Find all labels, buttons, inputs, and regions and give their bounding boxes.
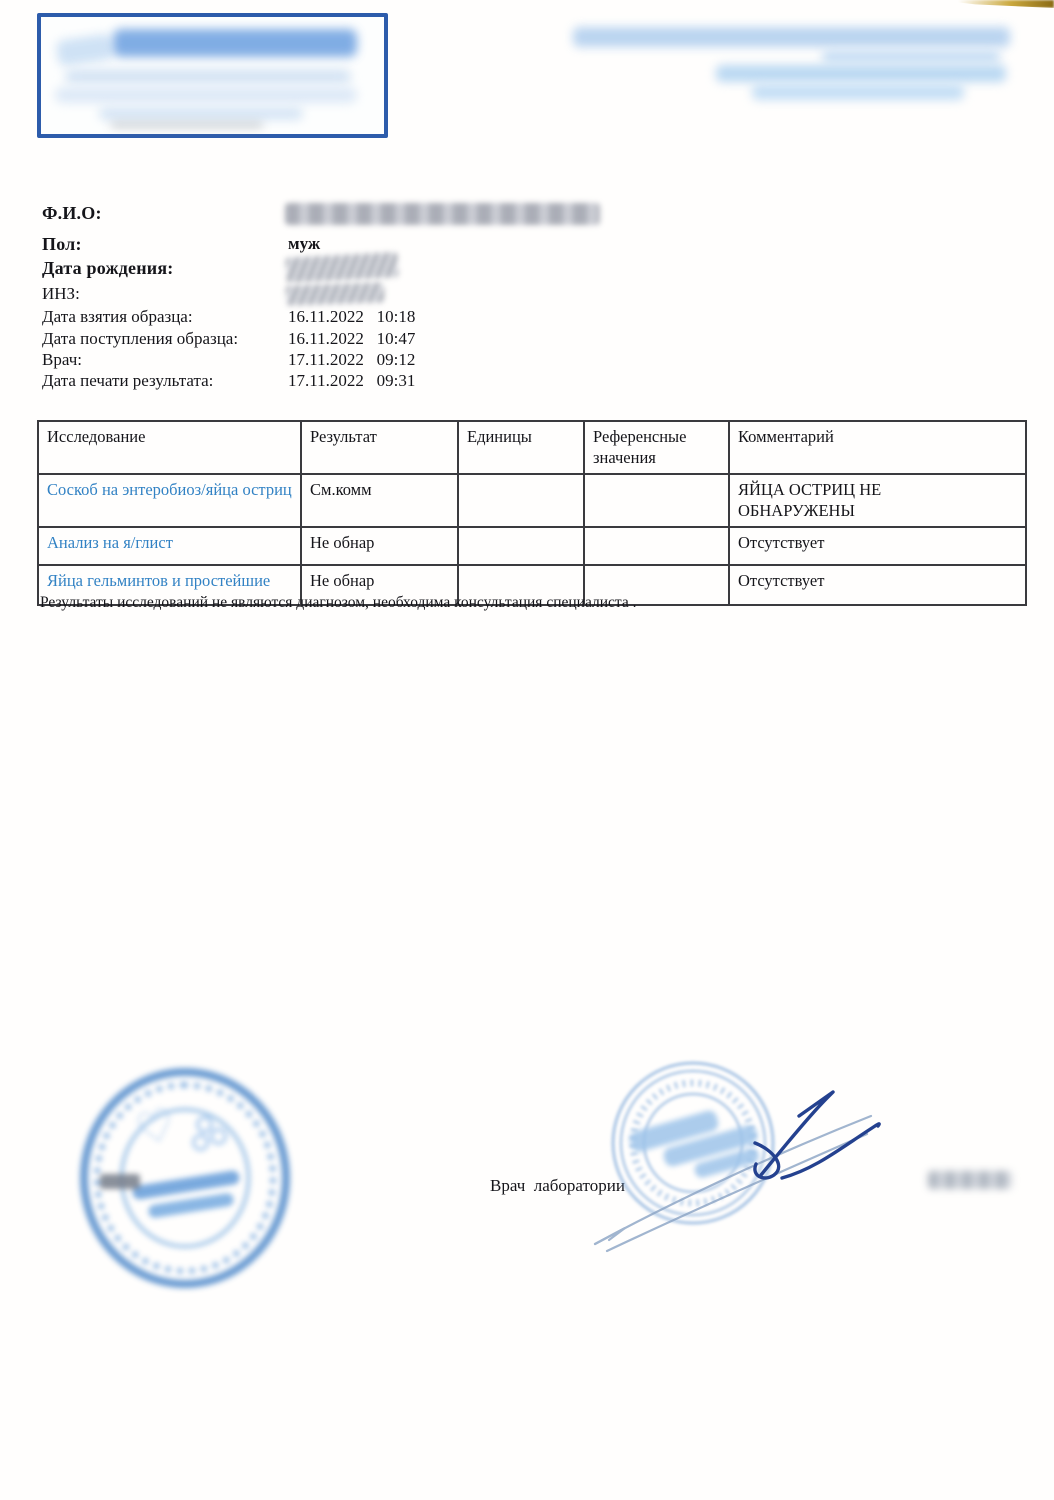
table-row bbox=[38, 474, 1026, 527]
study-comment bbox=[729, 474, 1026, 527]
results-table bbox=[37, 420, 1027, 606]
study-comment: Отсутствует bbox=[729, 565, 1026, 605]
study-reference bbox=[584, 527, 729, 565]
doctor-stamp-and-signature bbox=[575, 1048, 905, 1283]
heart-icon: ♡ bbox=[130, 1097, 182, 1158]
flower-icon bbox=[210, 1128, 227, 1145]
study-result: Не обнар bbox=[301, 527, 458, 565]
table-row bbox=[38, 527, 1026, 565]
study-comment: Отсутствует bbox=[729, 527, 1026, 565]
study-units bbox=[458, 527, 584, 565]
field-label: Пол: bbox=[42, 234, 82, 254]
fio-redacted-value bbox=[285, 203, 600, 225]
clinic-info-line-blur bbox=[65, 69, 351, 84]
clinic-info-underline-blur bbox=[111, 123, 263, 127]
study-reference bbox=[584, 474, 729, 527]
header-comment: Комментарий bbox=[729, 421, 1026, 474]
clinic-logo-blur bbox=[55, 33, 114, 67]
field-sample-taken bbox=[42, 307, 416, 329]
scan-edge-artifact bbox=[958, 0, 1054, 8]
study-result: См.комм bbox=[301, 474, 458, 527]
flower-icon bbox=[192, 1134, 209, 1151]
field-label: Дата печати результата: bbox=[42, 371, 214, 390]
field-value: 17.11.2022 09:31 bbox=[288, 371, 416, 390]
clinic-address-line-blur bbox=[573, 27, 1010, 47]
birthdate-redacted-value bbox=[285, 252, 398, 283]
stamp-mp-mark-blur bbox=[100, 1174, 140, 1189]
organization-round-stamp bbox=[80, 1068, 290, 1288]
field-value: муж bbox=[288, 234, 321, 253]
clinic-name-blur bbox=[113, 29, 357, 57]
signature-caption: Врач лаборатории bbox=[490, 1176, 625, 1195]
field-sex bbox=[42, 234, 321, 256]
field-print-date bbox=[42, 371, 416, 393]
clinic-address-line-blur bbox=[752, 84, 964, 100]
field-value: 16.11.2022 10:18 bbox=[288, 307, 416, 326]
study-name: Яйца гельминтов и простейшие bbox=[38, 565, 301, 605]
clinic-address-line-blur bbox=[822, 50, 1000, 63]
clinic-stamp-box bbox=[37, 13, 388, 138]
field-label: Дата рождения: bbox=[42, 258, 174, 278]
field-value: 17.11.2022 09:12 bbox=[288, 350, 416, 369]
field-label: Дата взятия образца: bbox=[42, 307, 193, 326]
field-label: ИНЗ: bbox=[42, 284, 80, 303]
comment-text: ЯЙЦА ОСТРИЦ НЕ ОБНАРУЖЕНЫ bbox=[738, 479, 882, 521]
inz-redacted-value bbox=[286, 282, 385, 305]
field-doctor bbox=[42, 350, 416, 372]
study-name: Анализ на я/глист bbox=[38, 527, 301, 565]
header-units: Единицы bbox=[458, 421, 584, 474]
flower-icon bbox=[196, 1116, 213, 1133]
header-reference: Референсные значения bbox=[584, 421, 729, 474]
field-birthdate bbox=[42, 258, 173, 280]
study-name: Соскоб на энтеробиоз/яйца остриц bbox=[38, 474, 301, 527]
header-result: Результат bbox=[301, 421, 458, 474]
doctor-name-redacted bbox=[928, 1171, 1012, 1189]
field-sample-received bbox=[42, 329, 416, 351]
clinic-address-line-blur bbox=[716, 65, 1006, 82]
study-units bbox=[458, 474, 584, 527]
study-result: Не обнар bbox=[301, 565, 458, 605]
field-value: 16.11.2022 10:47 bbox=[288, 329, 416, 348]
field-label: Дата поступления образца: bbox=[42, 329, 239, 348]
table-header-row bbox=[38, 421, 1026, 474]
field-fio bbox=[42, 203, 102, 225]
field-label: Ф.И.О: bbox=[42, 203, 102, 223]
header-study: Исследование bbox=[38, 421, 301, 474]
field-label: Врач: bbox=[42, 350, 82, 369]
disclaimer-note: Результаты исследований не являются диагнозом, необходима консультация специалиста . bbox=[40, 594, 637, 611]
clinic-info-line-blur bbox=[55, 87, 357, 103]
field-inz bbox=[42, 284, 80, 306]
clinic-info-line-blur bbox=[99, 107, 303, 120]
